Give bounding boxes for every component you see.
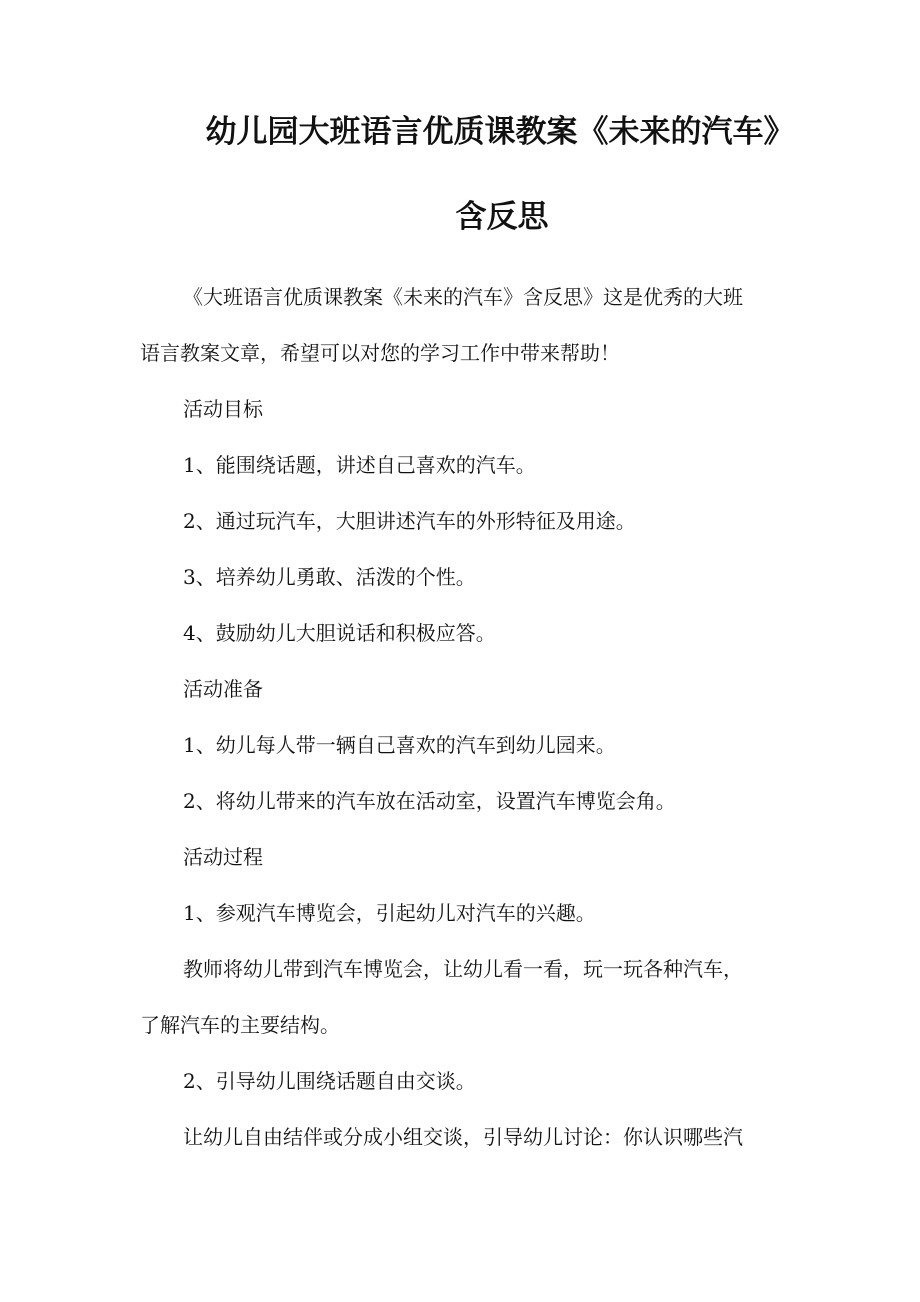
process-heading: 活动过程: [183, 845, 263, 869]
goal-item-4: 4、鼓励幼儿大胆说话和积极应答。: [183, 621, 496, 645]
goals-heading: 活动目标: [183, 397, 263, 421]
goal-item-1: 1、能围绕话题，讲述自己喜欢的汽车。: [183, 453, 536, 477]
process-step-2-text-line1: 让幼儿自由结伴或分成小组交谈，引导幼儿讨论：你认识哪些汽: [183, 1125, 743, 1149]
process-step-1-text-line2: 了解汽车的主要结构。: [140, 1013, 340, 1037]
document-title-line1: 幼儿园大班语言优质课教案《未来的汽车》: [205, 114, 795, 150]
process-step-1: 1、参观汽车博览会，引起幼儿对汽车的兴趣。: [183, 901, 596, 925]
intro-paragraph-line1: 《大班语言优质课教案《未来的汽车》含反思》这是优秀的大班: [183, 285, 743, 309]
goal-item-2: 2、通过玩汽车，大胆讲述汽车的外形特征及用途。: [183, 509, 636, 533]
preparation-heading: 活动准备: [183, 677, 263, 701]
document-title-line2: 含反思: [455, 199, 549, 235]
preparation-item-2: 2、将幼儿带来的汽车放在活动室，设置汽车博览会角。: [183, 789, 676, 813]
process-step-2: 2、引导幼儿围绕话题自由交谈。: [183, 1069, 476, 1093]
process-step-1-text-line1: 教师将幼儿带到汽车博览会，让幼儿看一看，玩一玩各种汽车，: [183, 957, 743, 981]
preparation-item-1: 1、幼儿每人带一辆自己喜欢的汽车到幼儿园来。: [183, 733, 616, 757]
intro-paragraph-line2: 语言教案文章，希望可以对您的学习工作中带来帮助！: [140, 341, 620, 365]
goal-item-3: 3、培养幼儿勇敢、活泼的个性。: [183, 565, 476, 589]
